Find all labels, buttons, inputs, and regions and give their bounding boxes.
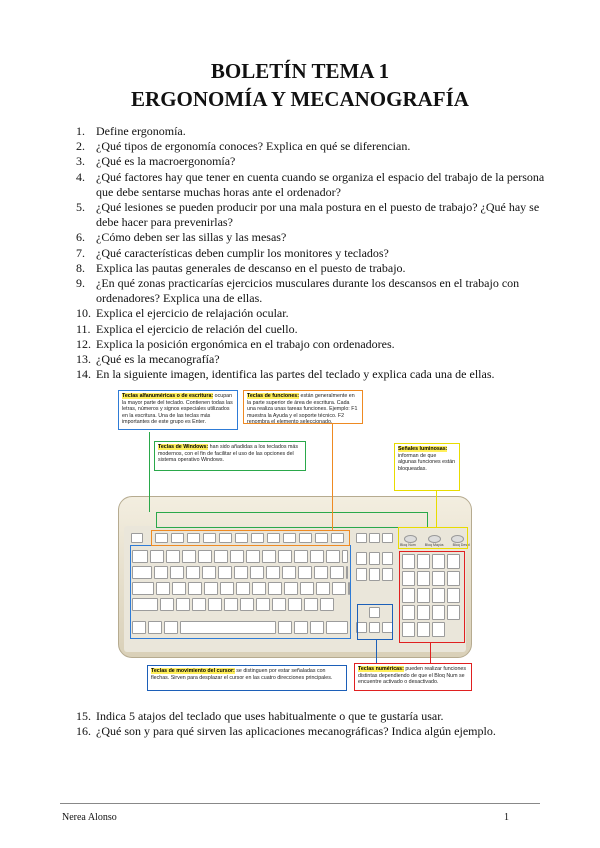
note-title: Teclas de funciones: — [247, 393, 300, 399]
question-item — [64, 306, 550, 321]
question-item — [64, 261, 550, 276]
keyboard-key — [356, 533, 367, 543]
connector-line — [436, 490, 437, 527]
question-text: ¿Qué es la macroergonomía? — [96, 154, 236, 169]
question-text: Explica el ejercicio de relación del cuello. — [96, 321, 298, 336]
question-text: ¿Qué factores hay que tener en cuenta cuando se organiza el espacio del trabajo de la persona que debe sentarse muchas horas ante el ordenador? — [96, 169, 545, 199]
numeric-keypad-frame — [399, 551, 465, 643]
keyboard-key — [356, 552, 367, 565]
question-item — [64, 709, 550, 724]
question-item — [64, 337, 550, 352]
connector-line — [430, 643, 431, 663]
led-label: Bloq Num — [400, 543, 416, 547]
leds-frame — [398, 527, 468, 549]
led-label: Bloq Despl — [452, 543, 470, 547]
document-title-line2: ERGONOMÍA Y MECANOGRAFÍA — [131, 87, 469, 111]
question-item — [64, 322, 550, 337]
note-text: informan de que algunas funciones están bloqueadas. — [398, 452, 456, 472]
note-cursor-keys — [147, 665, 347, 691]
question-number: 7. — [76, 245, 85, 260]
question-item — [64, 352, 550, 367]
keyboard-key — [131, 533, 143, 543]
note-numeric-keys — [354, 663, 472, 691]
question-number: 1. — [76, 124, 85, 138]
keyboard-key — [382, 533, 393, 543]
question-number: 9. — [76, 276, 85, 291]
question-text: ¿Cómo deben ser las sillas y las mesas? — [96, 230, 287, 245]
question-item — [64, 276, 550, 306]
note-title: Señales luminosas: — [398, 446, 448, 452]
question-text: En la siguiente imagen, identifica las partes del teclado y explica cada una de ellas. — [96, 367, 495, 382]
note-text: se distinguen por estar señaladas con flechas. Sirven para desplazar el cursor en las cuatro direcciones principales. — [151, 668, 333, 681]
question-text: Explica la posición ergonómica en el trabajo con ordenadores. — [96, 336, 395, 351]
keyboard-key — [369, 568, 380, 581]
question-text: ¿Qué tipos de ergonomía conoces? Explica en qué se diferencian. — [96, 139, 411, 154]
question-number: 14. — [76, 367, 91, 382]
question-item — [64, 246, 550, 261]
note-title: Teclas de Windows: — [158, 444, 209, 450]
question-number: 3. — [76, 154, 85, 169]
question-number: 8. — [76, 260, 85, 275]
keyboard-key — [382, 568, 393, 581]
question-list — [64, 124, 550, 382]
note-title: Teclas de movimiento del cursor: — [151, 668, 235, 674]
question-text: ¿Qué son y para qué sirven las aplicaciones mecanográficas? Indica algún ejemplo. — [96, 724, 496, 739]
connector-line — [149, 432, 150, 512]
connector-line — [376, 640, 377, 665]
keyboard-key — [369, 533, 380, 543]
question-item — [64, 154, 550, 169]
led-label: Bloq Mayús — [424, 543, 444, 547]
keyboard-key — [369, 552, 380, 565]
question-text: Define ergonomía. — [96, 124, 186, 138]
question-number: 2. — [76, 139, 85, 154]
question-number: 4. — [76, 169, 85, 184]
footer-page-number: 1 — [504, 812, 509, 823]
note-windows-keys — [154, 441, 306, 471]
question-number: 12. — [76, 336, 91, 351]
question-text: Explica el ejercicio de relajación ocular. — [96, 306, 289, 321]
question-item — [64, 139, 550, 154]
note-alphanumeric-keys — [118, 390, 238, 430]
note-text: han sido añadidas a los teclados más modernos, con el fin de facilitar el uso de las opciones del sistema operativo Windows. — [158, 444, 299, 464]
note-text: están generalmente en la parte superior de área de escritura. Cada una realiza unas tareas funciones. Ejemplo: F1 muestra la Ayuda y el soporte técnico. F2 renombra el elemento seleccionado. — [247, 393, 358, 426]
note-text: pueden realizar funciones distintas dependiendo de que el Bloq Num se encuentre activado o desactivado. — [358, 666, 466, 686]
alnum-frame — [130, 545, 351, 639]
question-number: 10. — [76, 306, 91, 321]
question-text: ¿En qué zonas practicarías ejercicios musculares durante los descansos en el trabajo con ordenadores? Explica una de ellas. — [96, 276, 520, 306]
question-text: ¿Qué es la mecanografía? — [96, 352, 220, 367]
question-item — [64, 200, 550, 230]
footer-author: Nerea Alonso — [62, 812, 117, 823]
question-text: ¿Qué lesiones se pueden producir por una mala postura en el puesto de trabajo? ¿Qué hay se debe hacer para prevenirlas? — [96, 200, 540, 230]
question-number: 16. — [76, 724, 91, 739]
note-text: ocupan la mayor parte del teclado. Contienen todas las letras, números y signos especiales utilizados en la escritura. Una de las teclas más importantes de este grupo es Enter. — [122, 393, 233, 426]
connector-line — [332, 410, 333, 530]
keyboard-key — [382, 552, 393, 565]
question-text: ¿Qué características deben cumplir los monitores y teclados? — [96, 245, 389, 260]
question-text: Explica las pautas generales de descanso en el puesto de trabajo. — [96, 260, 406, 275]
question-number: 5. — [76, 200, 85, 215]
keyboard-key — [356, 568, 367, 581]
note-function-keys — [243, 390, 363, 424]
note-title: Teclas alfanuméricas o de escritura: — [122, 393, 214, 399]
question-number: 13. — [76, 352, 91, 367]
question-number: 6. — [76, 230, 85, 245]
question-item — [64, 170, 550, 200]
footer-divider — [60, 803, 540, 804]
question-number: 15. — [76, 709, 91, 723]
note-title: Teclas numéricas: — [358, 666, 404, 672]
question-item — [64, 724, 550, 739]
question-list-after-figure — [64, 709, 550, 739]
question-item — [64, 124, 550, 139]
windows-keys-frame — [156, 512, 428, 528]
question-text: Indica 5 atajos del teclado que uses habitualmente o que te gustaría usar. — [96, 709, 444, 723]
question-item — [64, 367, 550, 382]
document-title-line1: BOLETÍN TEMA 1 — [210, 59, 390, 83]
question-number: 11. — [76, 321, 91, 336]
question-item — [64, 230, 550, 245]
function-keys-frame — [151, 530, 350, 546]
note-led-signals — [394, 443, 460, 491]
cursor-keys-frame — [357, 604, 393, 640]
